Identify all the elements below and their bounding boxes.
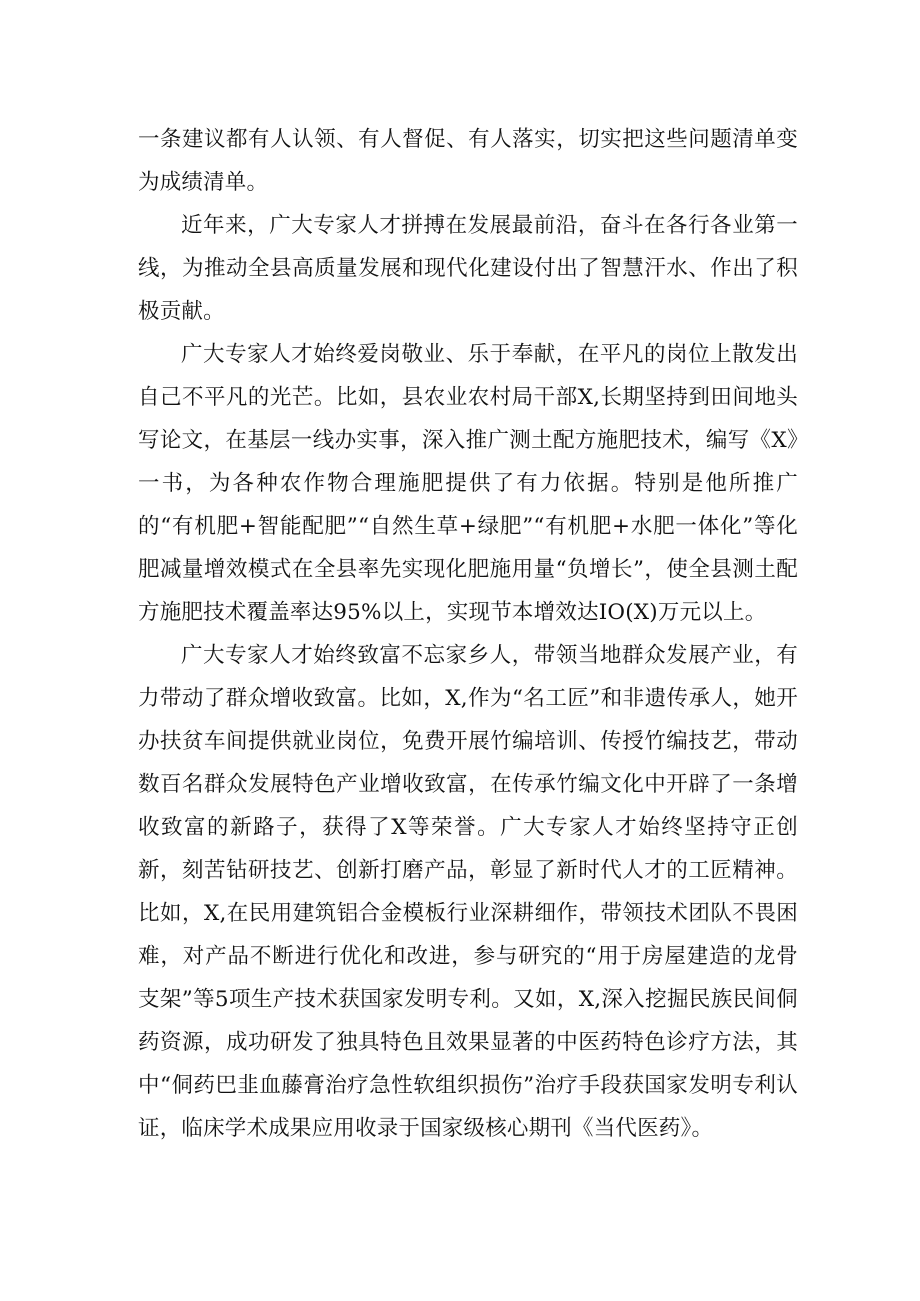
paragraph-1: 一条建议都有人认领、有人督促、有人落实，切实把这些问题清单变为成绩清单。 <box>138 127 798 195</box>
paragraph-3: 广大专家人才始终爱岗敬业、乐于奉献，在平凡的岗位上散发出自己不平凡的光芒。比如，县农业农村局干部X,长期坚持到田间地头写论文，在基层一线办实事，深入推广测土配方施肥技术，编写《X》一书，为各种农作物合理施肥提供了有力依据。特别是他所推广的“有机肥+智能配肥”“自然生草+绿肥”“有机肥+水肥一体化”等化肥减量增效模式在全县率先实现化肥施用量“负增长”，使全县测土配方施肥技术覆盖率达95%以上，实现节本增效达IO(X)万元以上。 <box>138 342 798 625</box>
paragraph-2: 近年来，广大专家人才拼搏在发展最前沿，奋斗在各行各业第一线，为推动全县高质量发展和现代化建设付出了智慧汗水、作出了积极贡献。 <box>138 213 798 324</box>
paragraph-4: 广大专家人才始终致富不忘家乡人，带领当地群众发展产业，有力带动了群众增收致富。比如，X,作为“名工匠”和非遗传承人，她开办扶贫车间提供就业岗位，免费开展竹编培训、传授竹编技艺，带动数百名群众发展特色产业增收致富，在传承竹编文化中开辟了一条增收致富的新路子，获得了X等荣誉。广大专家人才始终坚持守正创新，刻苦钻研技艺、创新打磨产品，彰显了新时代人才的工匠精神。比如，X,在民用建筑铝合金模板行业深耕细作，带领技术团队不畏困难，对产品不断进行优化和改进，参与研究的“用于房屋建造的龙骨支架”等5项生产技术获国家发明专利。又如，X,深入挖掘民族民间侗药资源，成功研发了独具特色且效果显著的中医药特色诊疗方法，其中“侗药巴韭血藤膏治疗急性软组织损伤”治疗手段获国家发明专利认证，临床学术成果应用收录于国家级核心期刊《当代医药》。 <box>138 643 798 1141</box>
body-text <box>138 118 798 1150</box>
